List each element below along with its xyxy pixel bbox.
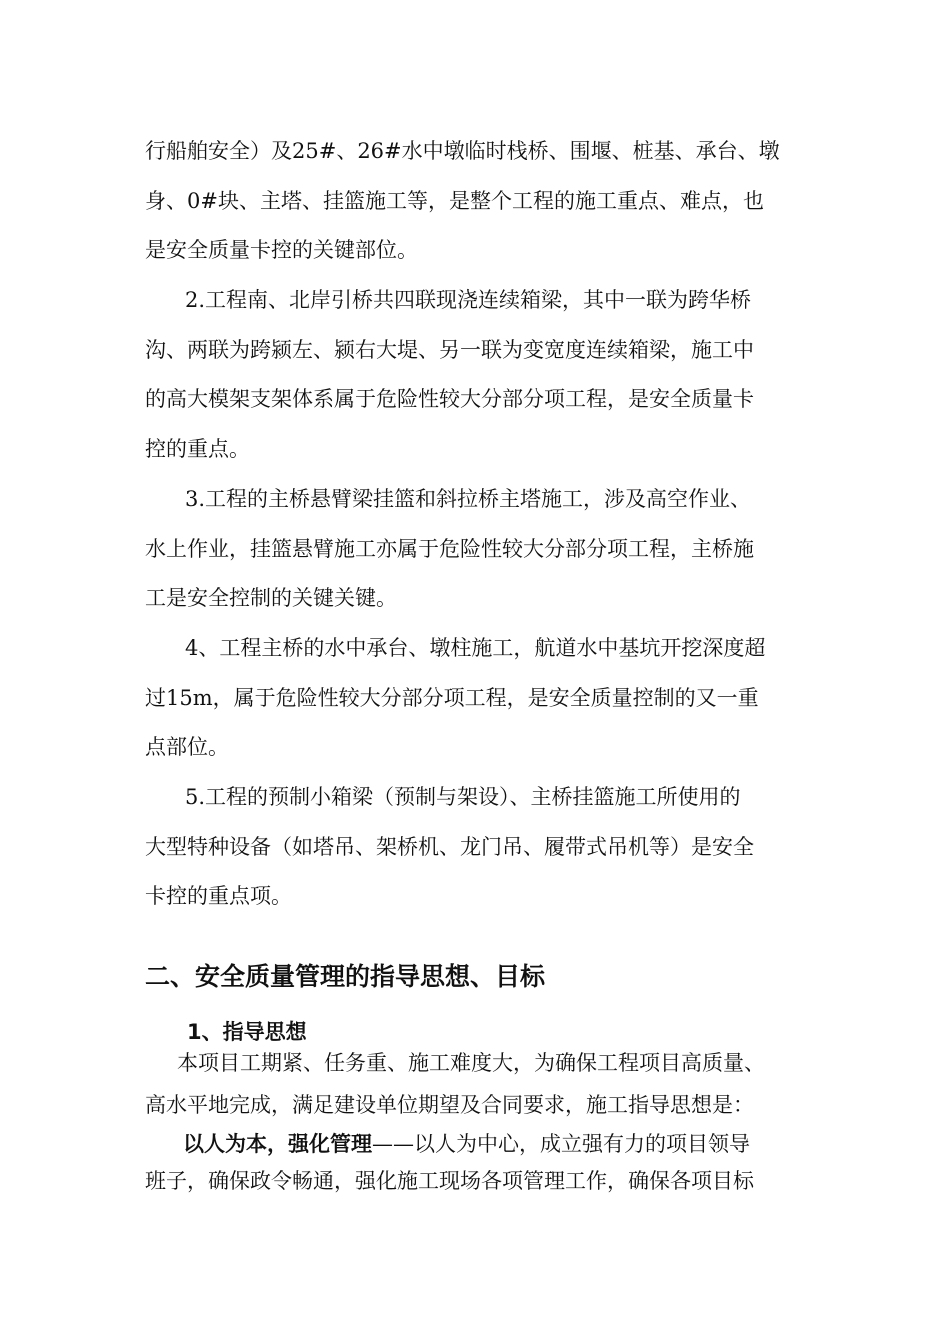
text-line: 5.工程的预制小箱梁（预制与架设）、主桥挂篮施工所使用的 [185, 785, 741, 809]
text-line: 大型特种设备（如塔吊、架桥机、龙门吊、履带式吊机等）是安全 [145, 835, 754, 859]
text-line: 3.工程的主桥悬臂梁挂篮和斜拉桥主塔施工，涉及高空作业、 [185, 487, 752, 511]
subheading: 1、指导思想 [187, 1020, 307, 1044]
text-line: 过15m，属于危险性较大分部分项工程，是安全质量控制的又一重 [145, 686, 759, 710]
principle-bold: 以人为本，强化管理 [183, 1132, 372, 1156]
text-line: 身、0#块、主塔、挂篮施工等，是整个工程的施工重点、难点，也 [145, 189, 764, 213]
text-line: 卡控的重点项。 [145, 884, 292, 908]
text-line: 2.工程南、北岸引桥共四联现浇连续箱梁，其中一联为跨华桥 [185, 288, 752, 312]
text-line: 班子，确保政令畅通，强化施工现场各项管理工作，确保各项目标 [145, 1169, 754, 1193]
principle-rest: ——以人为中心，成立强有力的项目领导 [372, 1132, 750, 1156]
text-line: 点部位。 [145, 735, 229, 759]
text-line: 的高大模架支架体系属于危险性较大分部分项工程，是安全质量卡 [145, 387, 754, 411]
text-line: 高水平地完成，满足建设单位期望及合同要求，施工指导思想是： [145, 1093, 754, 1117]
text-line: 是安全质量卡控的关键部位。 [145, 238, 418, 262]
principle-line [183, 1134, 750, 1155]
text-line: 控的重点。 [145, 437, 250, 461]
text-line: 行船舶安全）及25#、26#水中墩临时栈桥、围堰、桩基、承台、墩 [145, 139, 780, 163]
text-line: 4、工程主桥的水中承台、墩柱施工，航道水中基坑开挖深度超 [185, 636, 766, 660]
section-heading: 二、安全质量管理的指导思想、目标 [145, 962, 546, 991]
text-line: 工是安全控制的关键关键。 [145, 586, 397, 610]
text-line: 水上作业，挂篮悬臂施工亦属于危险性较大分部分项工程，主桥施 [145, 537, 754, 561]
text-line: 沟、两联为跨颍左、颍右大堤、另一联为变宽度连续箱梁，施工中 [145, 338, 754, 362]
text-line: 本项目工期紧、任务重、施工难度大，为确保工程项目高质量、 [177, 1051, 765, 1075]
